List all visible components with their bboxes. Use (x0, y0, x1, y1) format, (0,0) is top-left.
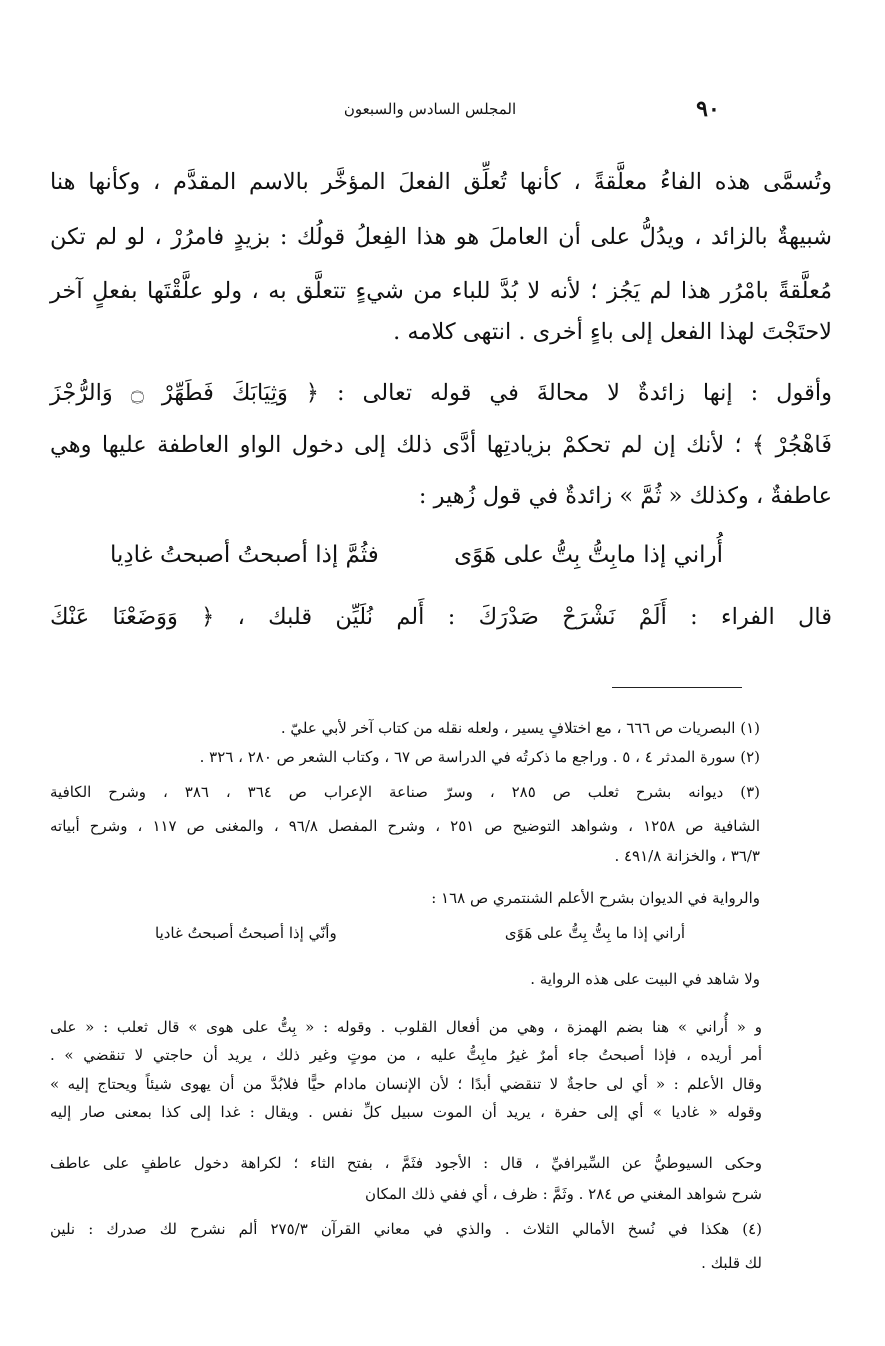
verse-first-hemistich: أُراني إذا مابِتُّ بِتُّ على هَوًى (454, 542, 723, 568)
body-line: وأقول : إنها زائدةٌ لا محالةَ في قوله تعالى : ﴿ وَثِيَابَكَ فَطَهِّرْ ۝ وَالرُّجْزَ (50, 380, 832, 406)
body-line: عاطفةٌ ، وكذلك « ثُمَّ » زائدةٌ في قول زُهير : (418, 483, 832, 509)
footnote-3-line: (٣) ديوانه بشرح ثعلب ص ٢٨٥ ، وسرّ صناعة الإعراب ص ٣٦٤ ، ٣٨٦ ، وشرح الكافية (50, 783, 760, 801)
verse-second-hemistich: فثُمَّ إذا أصبحتُ أصبحتُ غادِيا (110, 542, 379, 568)
commentary-line: أمر أريده ، فإذا أصبحتُ جاء أمرٌ غيرُ مابِتُّ عليه ، من موتٍ وغير ذلك ، يريد أن حاجتي لا تنقضي » . (50, 1046, 762, 1064)
commentary-line: وقوله « غاديا » أي إلى حفرة ، يريد أن الموت سبيل كلِّ نفس . ويقال : غدا إلى كذا بمعنى صار إليه (50, 1103, 762, 1121)
body-line: قال الفراء : أَلَمْ نَشْرَحْ صَدْرَكَ : أَلم نُلَيِّن قلبك ، ﴿ وَوَضَعْنَا عَنْكَ (50, 604, 832, 630)
footnote-3-line: ٣٦/٣ ، والخزانة ٤٩١/٨ . (614, 847, 760, 865)
footnote-4-line: (٤) هكذا في نُسخ الأمالي الثلاث . والذي في معاني القرآن ٢٧٥/٣ ألم نشرح لك صدرك : نلين (50, 1220, 762, 1238)
footnote-separator (612, 687, 742, 688)
riwaya-verse-second: وأنّي إذا أصبحتُ أصبحتُ غاديا (155, 924, 337, 942)
body-line: مُعلَّقةً بامْرُر هذا لم يَجُز ؛ لأنه لا بُدَّ للباء من شيءٍ تتعلَّق به ، ولو علَّقْتَها بفعلٍ آخر (50, 278, 832, 304)
syuti-line: شرح شواهد المغني ص ٢٨٤ . وثَمَّ : ظرف ، أي ففي ذلك المكان (365, 1185, 762, 1203)
body-line: شبيهةٌ بالزائد ، ويدُلُّ على أن العاملَ هو هذا الفِعلُ قولُك : بزيدٍ فامرُرْ ، لو لم تكن (50, 224, 832, 250)
body-line: فَاهْجُرْ ﴾ ؛ لأنك إن لم تحكمْ بزيادتِها أدَّى ذلك إلى دخول الواو العاطفة عليها وهي (50, 432, 832, 458)
page-number: ٩٠ (696, 96, 720, 122)
footnote-2: (٢) سورة المدثر ٤ ، ٥ . وراجع ما ذكرتُه في الدراسة ص ٦٧ ، وكتاب الشعر ص ٢٨٠ ، ٣٢٦ . (199, 748, 760, 766)
footnote-4-line: لك قلبك . (701, 1254, 762, 1272)
body-line: لاحتَجْتَ لهذا الفعل إلى باءٍ أخرى . انتهى كلامه . (393, 319, 832, 345)
running-head: المجلس السادس والسبعون (343, 100, 517, 118)
footnote-3-line: الشافية ص ١٢٥٨ ، وشواهد التوضيح ص ٢٥١ ، وشرح المفصل ٩٦/٨ ، والمغنى ص ١١٧ ، وشرح أبياته (50, 817, 760, 835)
no-evidence-note: ولا شاهد في البيت على هذه الرواية . (530, 970, 760, 988)
footnote-1: (١) البصريات ص ٦٦٦ ، مع اختلافٍ يسير ، ولعله نقله من كتاب آخر لأبي عليّ . (280, 719, 760, 737)
commentary-line: و « أُراني » هنا بضم الهمزة ، وهي من أفعال القلوب . وقوله : « بِتُّ على هوى » قال ثعلب : « على (50, 1018, 762, 1036)
commentary-line: وقال الأعلم : « أي لى حاجةٌ لا تنقضي أبدًا ؛ لأن الإنسان مادام حيًّا فلابُدَّ من أن يهوى شيئاً ويحتاج إليه » (50, 1075, 762, 1093)
riwaya-intro: والرواية في الديوان بشرح الأعلم الشنتمري ص ١٦٨ : (431, 889, 760, 907)
riwaya-verse-first: أراني إذا ما بِتُّ بِتُّ على هَوًى (504, 924, 685, 942)
body-line: وتُسمَّى هذه الفاءُ معلَّقةً ، كأنها تُعلِّق الفعلَ المؤخَّر بالاسم المقدَّم ، وكأنها هنا (50, 169, 832, 195)
syuti-line: وحكى السيوطيُّ عن السِّيرافيِّ ، قال : الأجود فثَمَّ ، بفتح الثاء ؛ لكراهة دخول عاطفٍ على عاطف (50, 1154, 762, 1172)
